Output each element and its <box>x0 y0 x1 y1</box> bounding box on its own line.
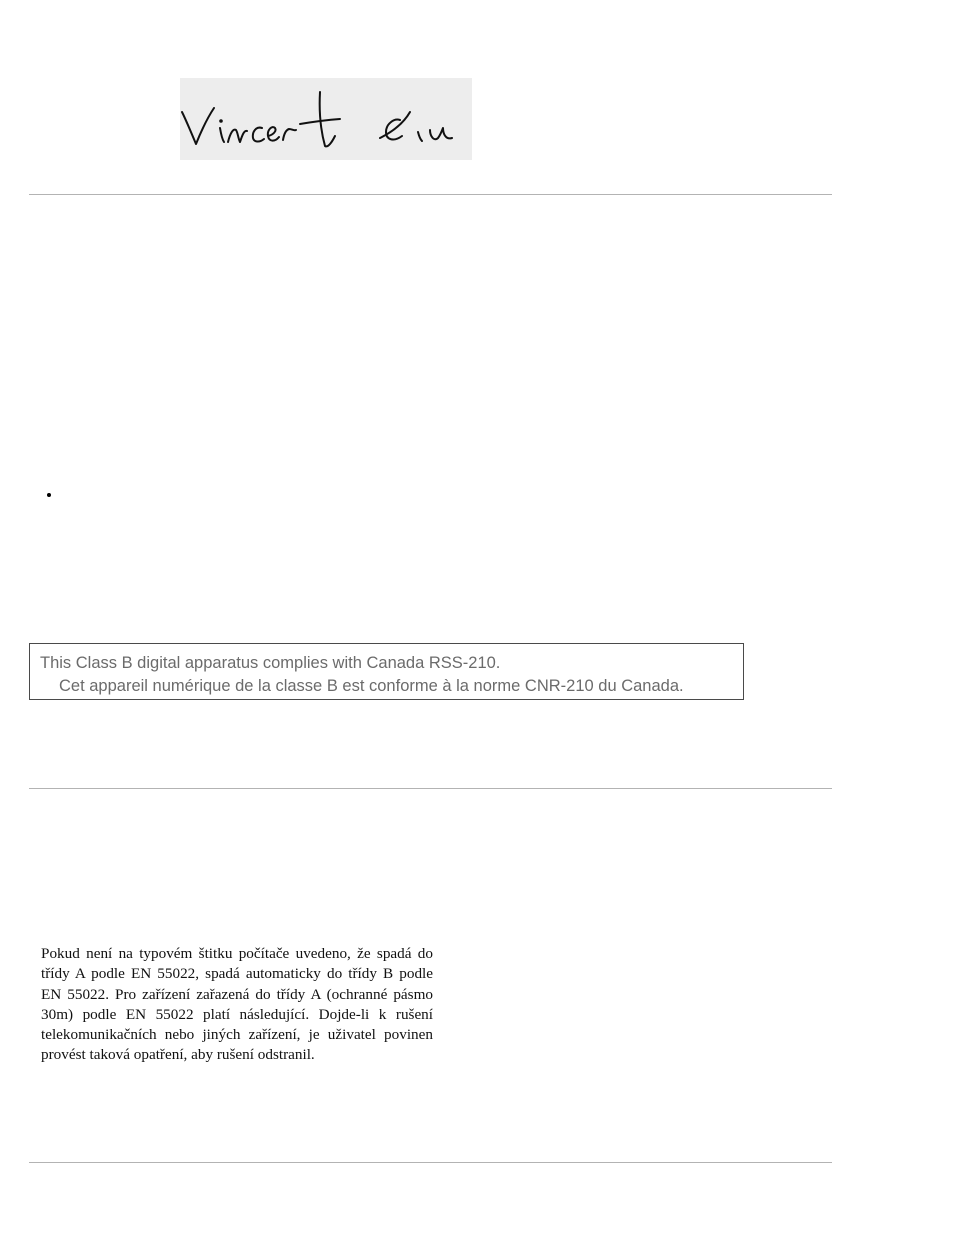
handwritten-signature <box>180 78 472 160</box>
canada-notice-english: This Class B digital apparatus complies with Canada RSS-210. <box>40 654 501 672</box>
czech-emc-notice: Pokud není na typovém štitku počítače uvedeno, že spadá do třídy A podle EN 55022, spadá automaticky do třídy B podle EN 55022. Pro zařízení zařazená do třídy A (ochranné pásmo 30m) podle EN 55022 platí následující. Dojde-li k rušení telekomunikačních nebo jiných zařízení, je uživatel povinen provést taková opatření, aby rušení odstranil. <box>41 945 433 1064</box>
canada-compliance-notice <box>29 643 744 700</box>
horizontal-rule-1 <box>29 194 832 195</box>
canada-notice-french: Cet appareil numérique de la classe B est conforme à la norme CNR-210 du Canada. <box>59 677 684 695</box>
horizontal-rule-3 <box>29 1162 832 1163</box>
horizontal-rule-2 <box>29 788 832 789</box>
signature-image <box>180 78 472 160</box>
bullet-list <box>40 486 62 504</box>
